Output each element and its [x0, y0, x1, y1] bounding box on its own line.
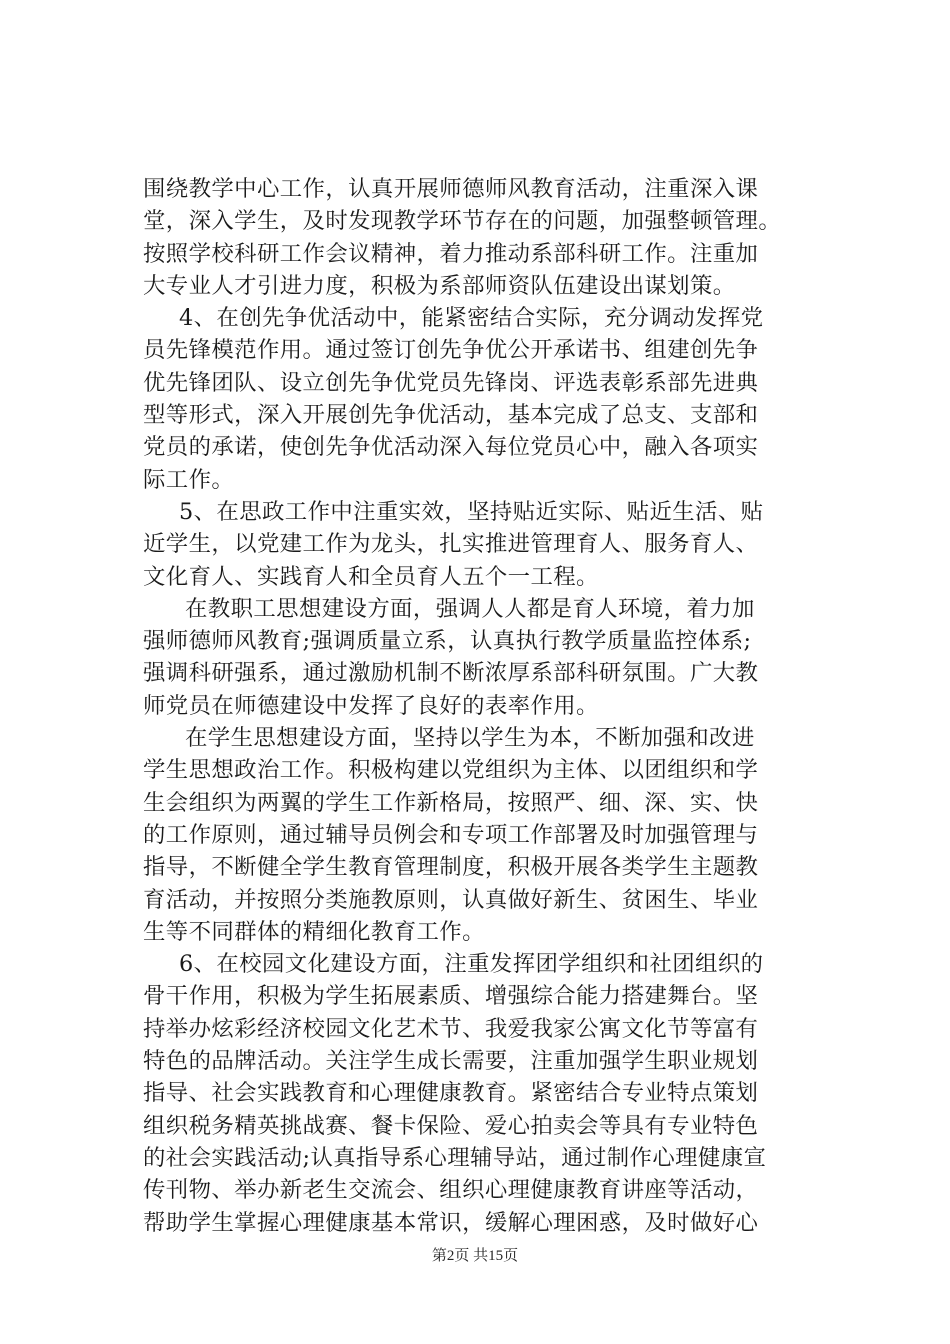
paragraph — [143, 948, 833, 1239]
paragraph — [143, 593, 833, 722]
text-line: 际工作。 — [143, 466, 235, 493]
text-line: 堂，深入学生，及时发现教学环节存在的问题，加强整顿管理。 — [143, 208, 782, 235]
text-line: 优先锋团队、设立创先争优党员先锋岗、评选表彰系部先进典 — [143, 369, 759, 396]
text-line: 大专业人才引进力度，积极为系部师资队伍建设出谋划策。 — [143, 272, 736, 299]
page-number-footer: 第2页 共15页 — [431, 1248, 519, 1264]
text-line: 4、在创先争优活动中，能紧密结合实际，充分调动发挥党 — [179, 305, 764, 332]
document-body — [143, 173, 833, 1239]
text-line: 指导，不断健全学生教育管理制度，积极开展各类学生主题教 — [143, 854, 759, 881]
text-line: 围绕教学中心工作，认真开展师德师风教育活动，注重深入课 — [143, 176, 759, 202]
text-line: 强师德师风教育;强调质量立系，认真执行教学质量监控体系; — [143, 628, 752, 655]
text-line: 特色的品牌活动。关注学生成长需要，注重加强学生职业规划 — [143, 1048, 759, 1075]
text-line: 在教职工思想建设方面，强调人人都是育人环境，着力加 — [185, 595, 755, 622]
text-line: 指导、社会实践教育和心理健康教育。紧密结合专业特点策划 — [143, 1080, 759, 1107]
text-line: 师党员在师德建设中发挥了良好的表率作用。 — [143, 692, 599, 719]
text-line: 6、在校园文化建设方面，注重发挥团学组织和社团组织的 — [179, 951, 764, 978]
text-line: 组织税务精英挑战赛、餐卡保险、爱心拍卖会等具有专业特色 — [143, 1112, 759, 1139]
paragraph — [143, 722, 833, 948]
text-line: 学生思想政治工作。积极构建以党组织为主体、以团组织和学 — [143, 757, 759, 784]
text-line: 5、在思政工作中注重实效，坚持贴近实际、贴近生活、贴 — [179, 498, 764, 525]
text-line: 传刊物、举办新老生交流会、组织心理健康教育讲座等活动， — [143, 1177, 759, 1204]
text-line: 的社会实践活动;认真指导系心理辅导站，通过制作心理健康宣 — [143, 1144, 767, 1171]
text-line: 帮助学生掌握心理健康基本常识，缓解心理困惑，及时做好心 — [143, 1209, 759, 1236]
text-line: 强调科研强系，通过激励机制不断浓厚系部科研氛围。广大教 — [143, 660, 759, 687]
text-line: 育活动，并按照分类施教原则，认真做好新生、贫困生、毕业 — [143, 886, 759, 913]
text-line: 生会组织为两翼的学生工作新格局，按照严、细、深、实、快 — [143, 789, 759, 816]
text-line: 型等形式，深入开展创先争优活动，基本完成了总支、支部和 — [143, 402, 759, 429]
text-line: 文化育人、实践育人和全员育人五个一工程。 — [143, 563, 599, 590]
paragraph — [143, 496, 833, 593]
paragraph — [143, 302, 833, 496]
text-line: 按照学校科研工作会议精神，着力推动系部科研工作。注重加 — [143, 240, 759, 267]
text-line: 骨干作用，积极为学生拓展素质、增强综合能力搭建舞台。坚 — [143, 983, 759, 1010]
text-line: 在学生思想建设方面，坚持以学生为本，不断加强和改进 — [185, 725, 755, 752]
text-line: 持举办炫彩经济校园文化艺术节、我爱我家公寓文化节等富有 — [143, 1015, 759, 1042]
text-line: 近学生，以党建工作为龙头，扎实推进管理育人、服务育人、 — [143, 531, 759, 558]
text-line: 员先锋模范作用。通过签订创先争优公开承诺书、组建创先争 — [143, 337, 759, 364]
paragraph — [143, 173, 833, 302]
text-line: 党员的承诺，使创先争优活动深入每位党员心中，融入各项实 — [143, 434, 759, 461]
text-line: 生等不同群体的精细化教育工作。 — [143, 918, 485, 945]
text-line: 的工作原则，通过辅导员例会和专项工作部署及时加强管理与 — [143, 821, 759, 848]
